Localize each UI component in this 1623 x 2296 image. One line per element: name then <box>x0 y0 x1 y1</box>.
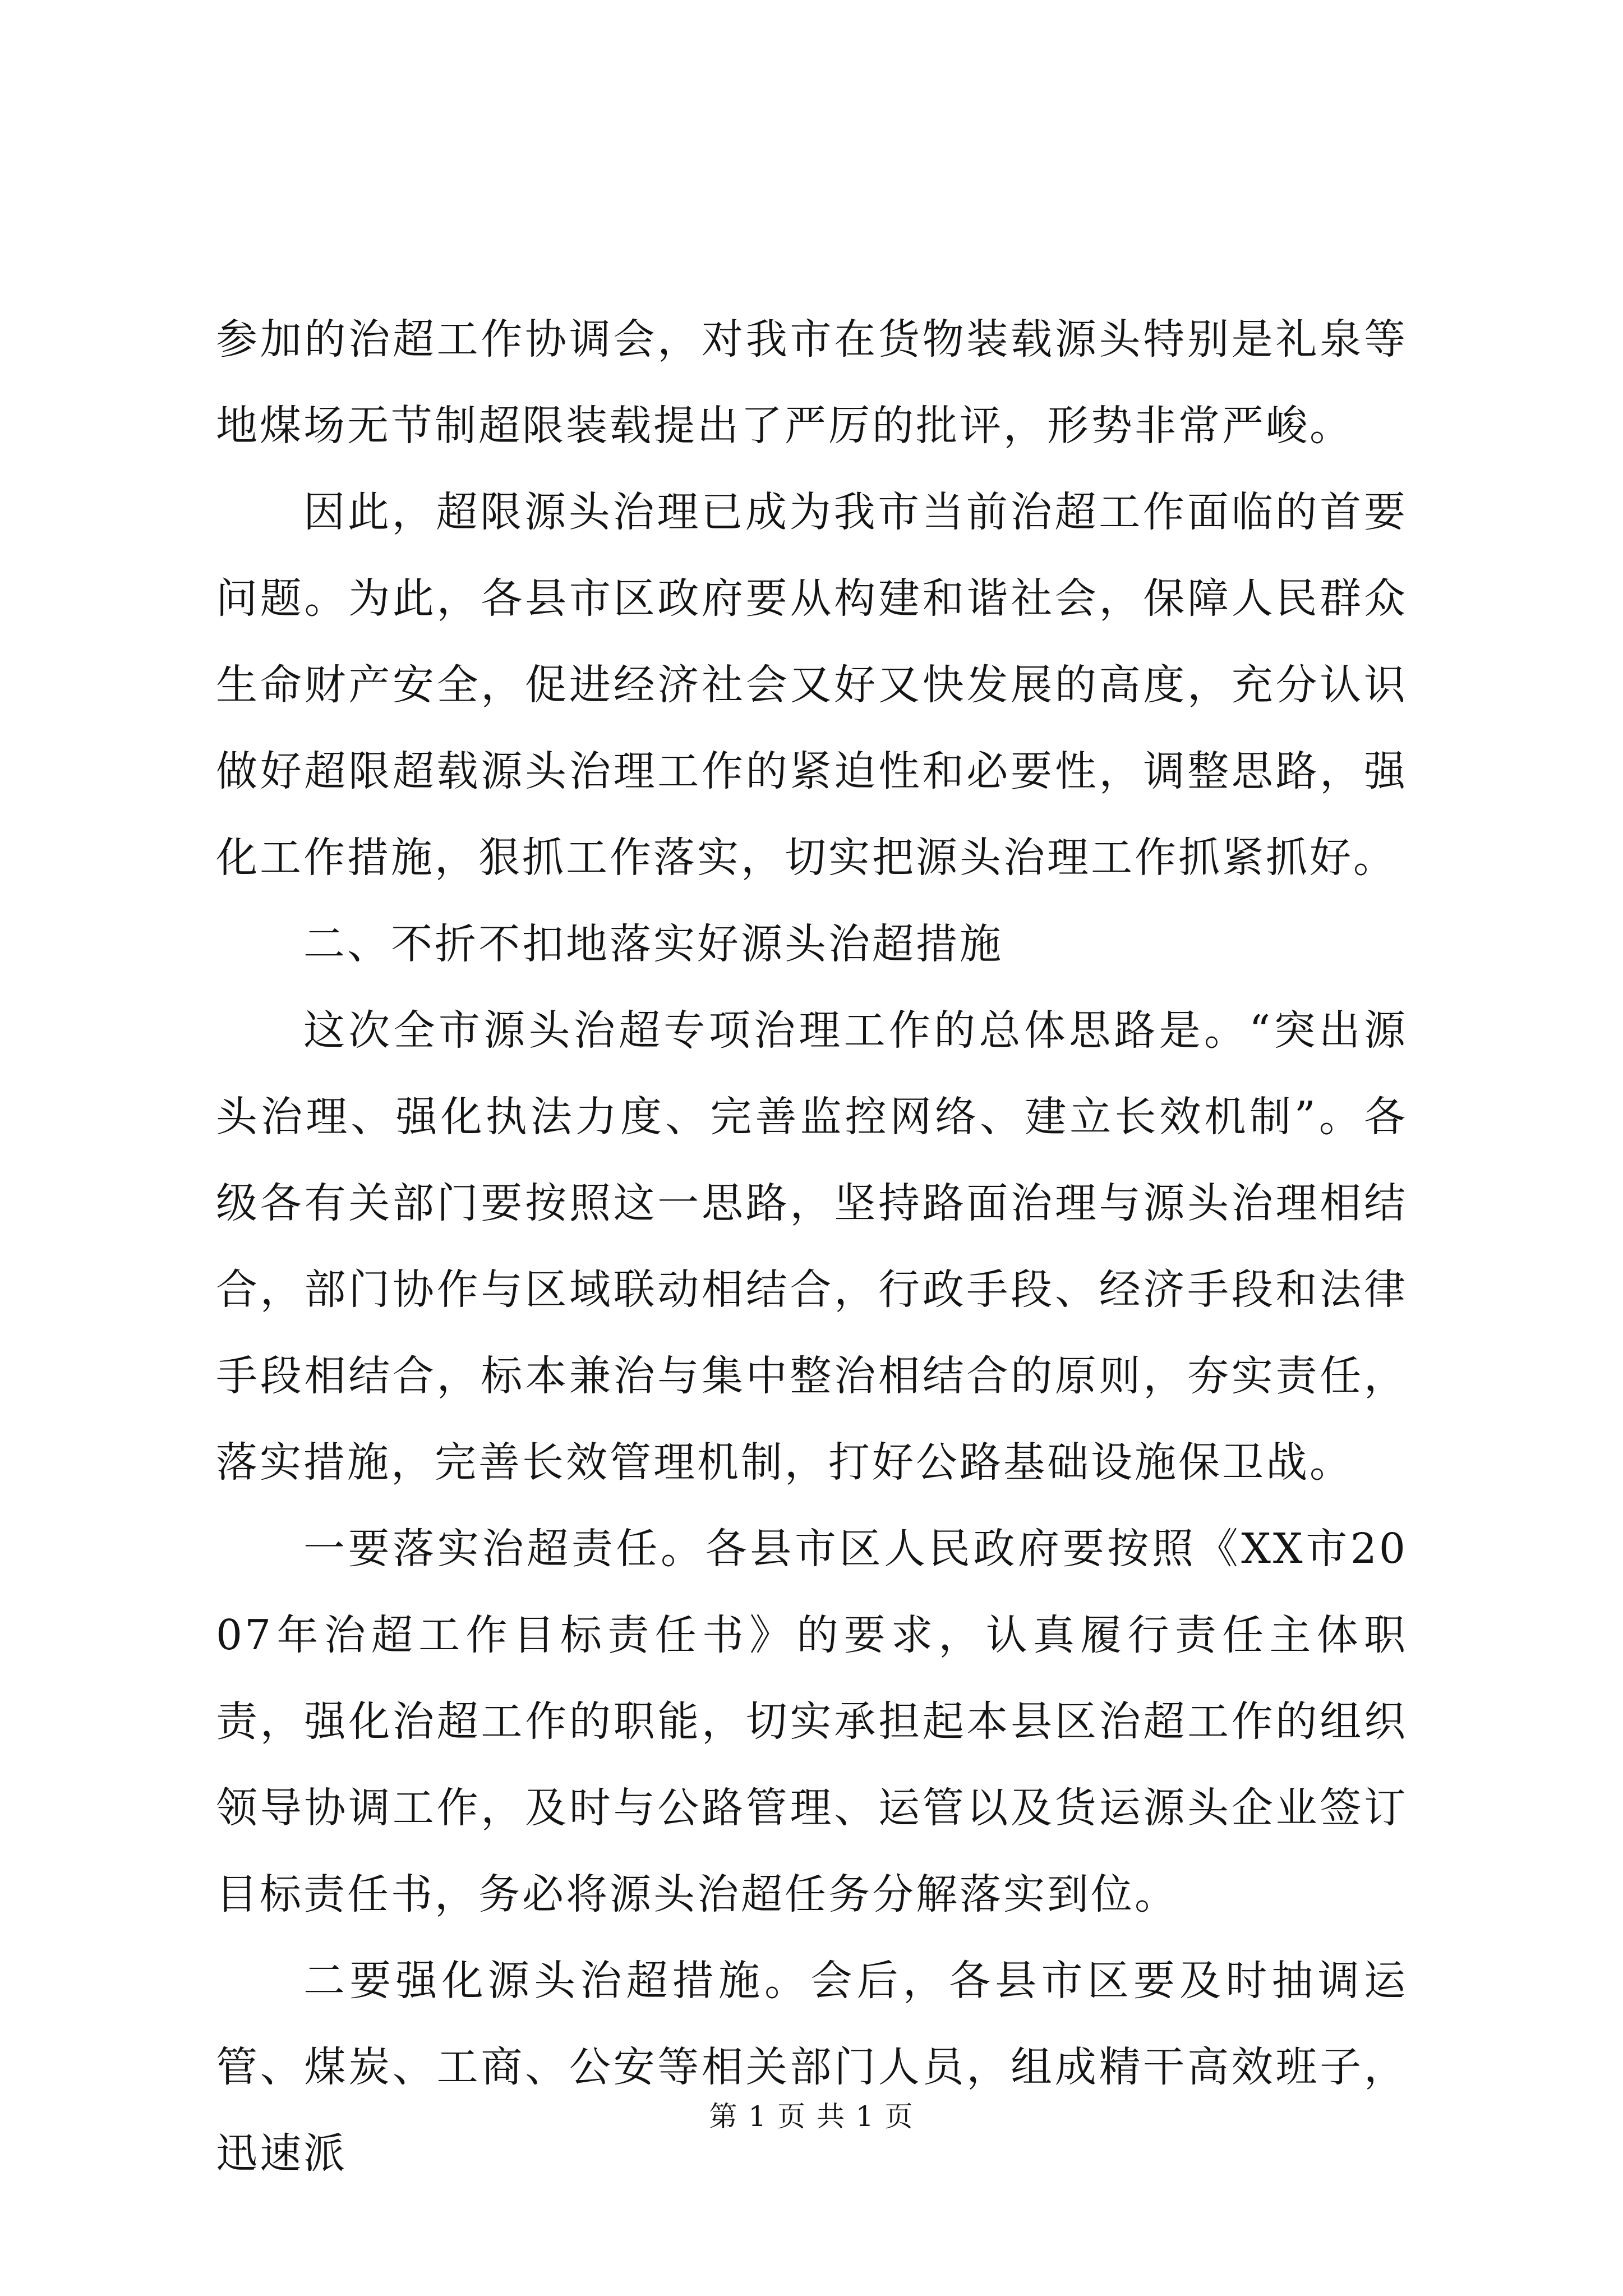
paragraph-source-governance: 因此，超限源头治理已成为我市当前治超工作面临的首要问题。为此，各县市区政府要从构建和谐社会，保障人民群众生命财产安全，促进经济社会又好又快发展的高度，充分认识做好超限超载源头治理工作的紧迫性和必要性，调整思路，强化工作措施，狠抓工作落实，切实把源头治理工作抓紧抓好。 <box>216 488 1408 882</box>
paragraph-continuation: 参加的治超工作协调会，对我市在货物装载源头特别是礼泉等地煤场无节制超限装载提出了严厉的批评，形势非常严峻。 <box>216 315 1408 450</box>
document-body <box>216 296 1408 2197</box>
paragraph-responsibility: 一要落实治超责任。各县市区人民政府要按照《XX市2007年治超工作目标责任书》的要求，认真履行责任主体职责，强化治超工作的职能，切实承担起本县区治超工作的组织领导协调工作，及时与公路管理、运管以及货运源头企业签订目标责任书，务必将源头治超任务分解落实到位。 <box>216 1525 1408 1918</box>
section-heading-2: 二、不折不扣地落实好源头治超措施 <box>303 920 1003 968</box>
page-footer: 第 1 页 共 1 页 <box>709 2100 914 2133</box>
paragraph-overall-approach: 这次全市源头治超专项治理工作的总体思路是。“突出源头治理、强化执法力度、完善监控网络、建立长效机制”。各级各有关部门要按照这一思路，坚持路面治理与源头治理相结合，部门协作与区域联动相结合，行政手段、经济手段和法律手段相结合，标本兼治与集中整治相结合的原则，夯实责任，落实措施，完善长效管理机制，打好公路基础设施保卫战。 <box>216 1006 1408 1487</box>
paragraph-measures: 二要强化源头治超措施。会后，各县市区要及时抽调运管、煤炭、工商、公安等相关部门人员，组成精干高效班子，迅速派 <box>216 1957 1408 2178</box>
